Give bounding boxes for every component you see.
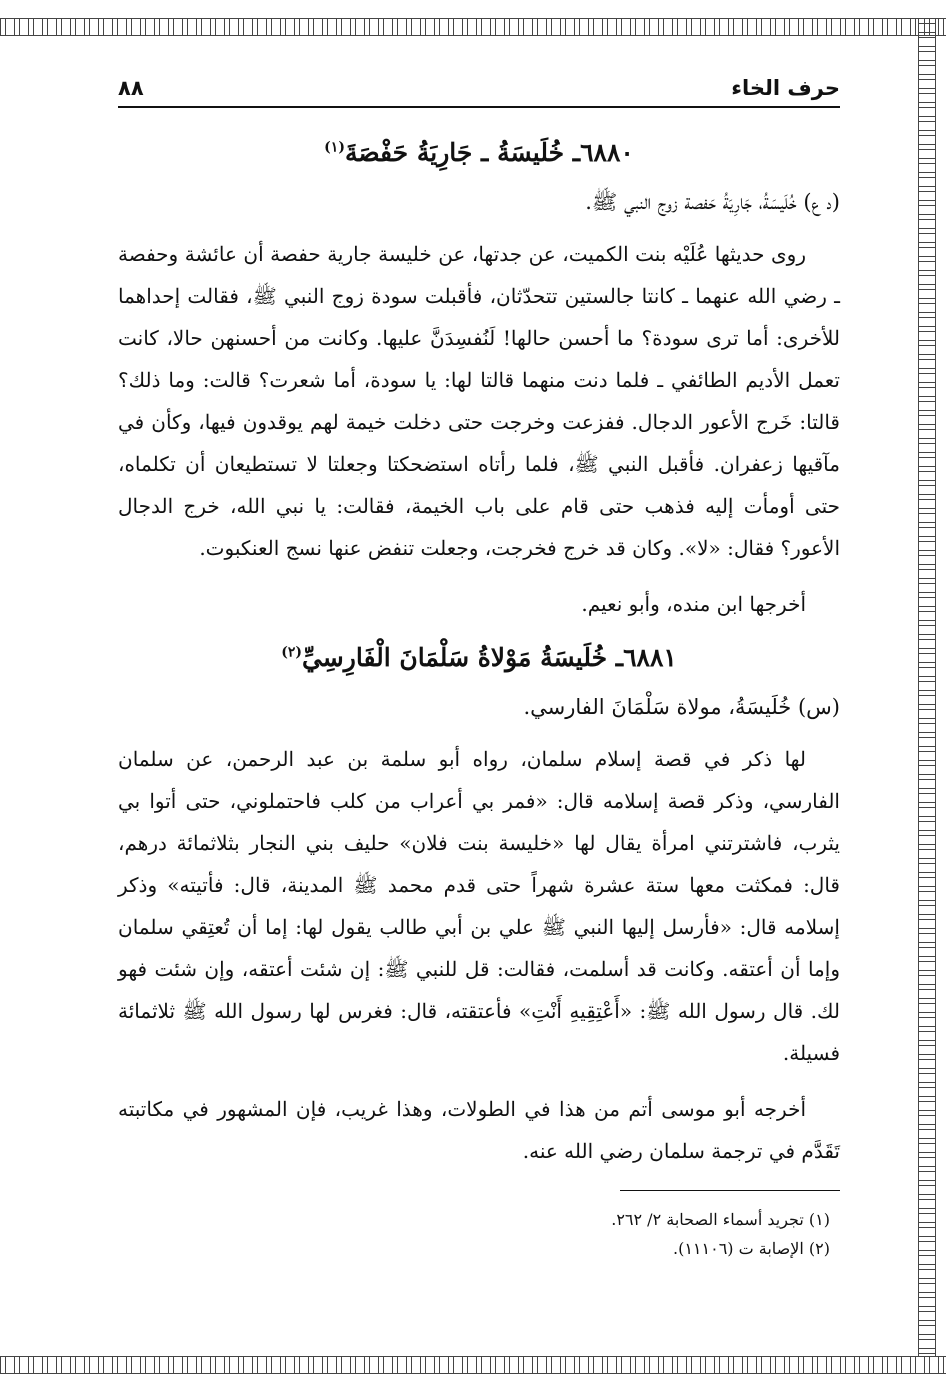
decorative-border-right (918, 18, 936, 1374)
entry-lead: (د ع) خُلَيسَةُ، جَارِيَةُ حَفصة زوج النبي ﷺ. (585, 190, 840, 214)
page-number: ٨٨ (118, 76, 144, 100)
entry-title (118, 138, 840, 167)
entry (118, 138, 840, 625)
entry-title-text: ٦٨٨٠ـ خُلَيسَةُ ـ جَارِيَةُ حَفْصَةَ (344, 138, 634, 167)
entry-paragraph: روى حديثها عُلَيْه بنت الكميت، عن جدتها، عن خليسة جارية حفصة أن عائشة وحفصة ـ رضي الله عنهما ـ كانتا جالستين تتحدّثان، فأقبلت سودة زوج النبي ﷺ، فقالت إحداهما للأخرى: أما ترى سودة؟ ما أحسن حالها! لَنُفسِدَنَّ عليها. وكانت من أحسنهن حالا، كانت تعمل الأديم الطائفي ـ فلما دنت منهما قالتا لها: يا سودة، أما شعرت؟ قالت: وما ذلك؟ قالتا: خَرج الأعور الدجال. ففزعت وخرجت حتى دخلت خيمة لهم يوقدون فيها، وكأن في مآقيها زعفران. فأقبل النبي ﷺ، فلما رأتاه استضحكتا وجعلتا لا تستطيعان أن تكلماه، حتى أومأت إليه فذهب حتى قام على باب الخيمة، فقالت: يا نبي الله، خرج الدجال الأعور؟ فقال: «لا». وكان قد خرج فخرجت، وجعلت تنفض عنها نسج العنكبوت. (118, 242, 840, 560)
decorative-border-top (0, 18, 946, 36)
footnotes (118, 1205, 840, 1263)
footnote-ref: (٢) (281, 644, 302, 661)
entry-lead: (س) خُلَيسَةُ، مولاة سَلْمَانَ الفارسي. (523, 695, 840, 719)
entry-paragraph: لها ذكر في قصة إسلام سلمان، رواه أبو سلمة بن عبد الرحمن، عن سلمان الفارسي، وذكر قصة إسلامه قال: «فمر بي أعراب من كلب فاحتملوني، حتى أتوا بي يثرب، فاشترتني امرأة يقال لها «خليسة بنت فلان» حليف بني النجار بثلاثمائة درهم، قال: فمكثت معها ستة عشرة شهراً حتى قدم محمد ﷺ المدينة، قال: فأتيته» وذكر إسلامه قال: «فأرسل إليها النبي ﷺ علي بن أبي طالب يقول لها: إما أن تُعتِقي سلمان وإما أن أعتقه. وكانت قد أسلمت، فقالت: قل للنبي ﷺ: إن شئت أعتقه، وإن شئت فهو لك. قال رسول الله ﷺ: «أَعْتِقِيهِ أَنْتِ» فأعتقته، قال: فغرس لها رسول الله ﷺ ثلاثمائة فسيلة. (118, 747, 840, 1065)
footnote: (١) تجريد أسماء الصحابة ٢/ ٢٦٢. (611, 1210, 830, 1229)
page-header (118, 70, 840, 108)
entry-source: أخرجها ابن منده، وأبو نعيم. (581, 592, 806, 616)
running-title: حرف الخاء (731, 76, 840, 100)
decorative-border-bottom (0, 1356, 946, 1374)
entry-title-text: ٦٨٨١ـ خُلَيسَةُ مَوْلاةُ سَلْمَانَ الْفَارِسِيِّ (301, 643, 677, 672)
footnote-ref: (١) (324, 139, 345, 156)
entry-title (118, 643, 840, 672)
entry-source: أخرجه أبو موسى أتم من هذا في الطولات، وهذا غريب، فإن المشهور في مكاتبته تَقَدَّم في ترجمة سلمان رضي الله عنه. (118, 1097, 840, 1163)
book-page (118, 70, 840, 1350)
footnote-divider (620, 1190, 840, 1191)
entry (118, 643, 840, 1172)
footnote: (٢) الإصابة ت (١١١٠٦). (672, 1239, 830, 1258)
